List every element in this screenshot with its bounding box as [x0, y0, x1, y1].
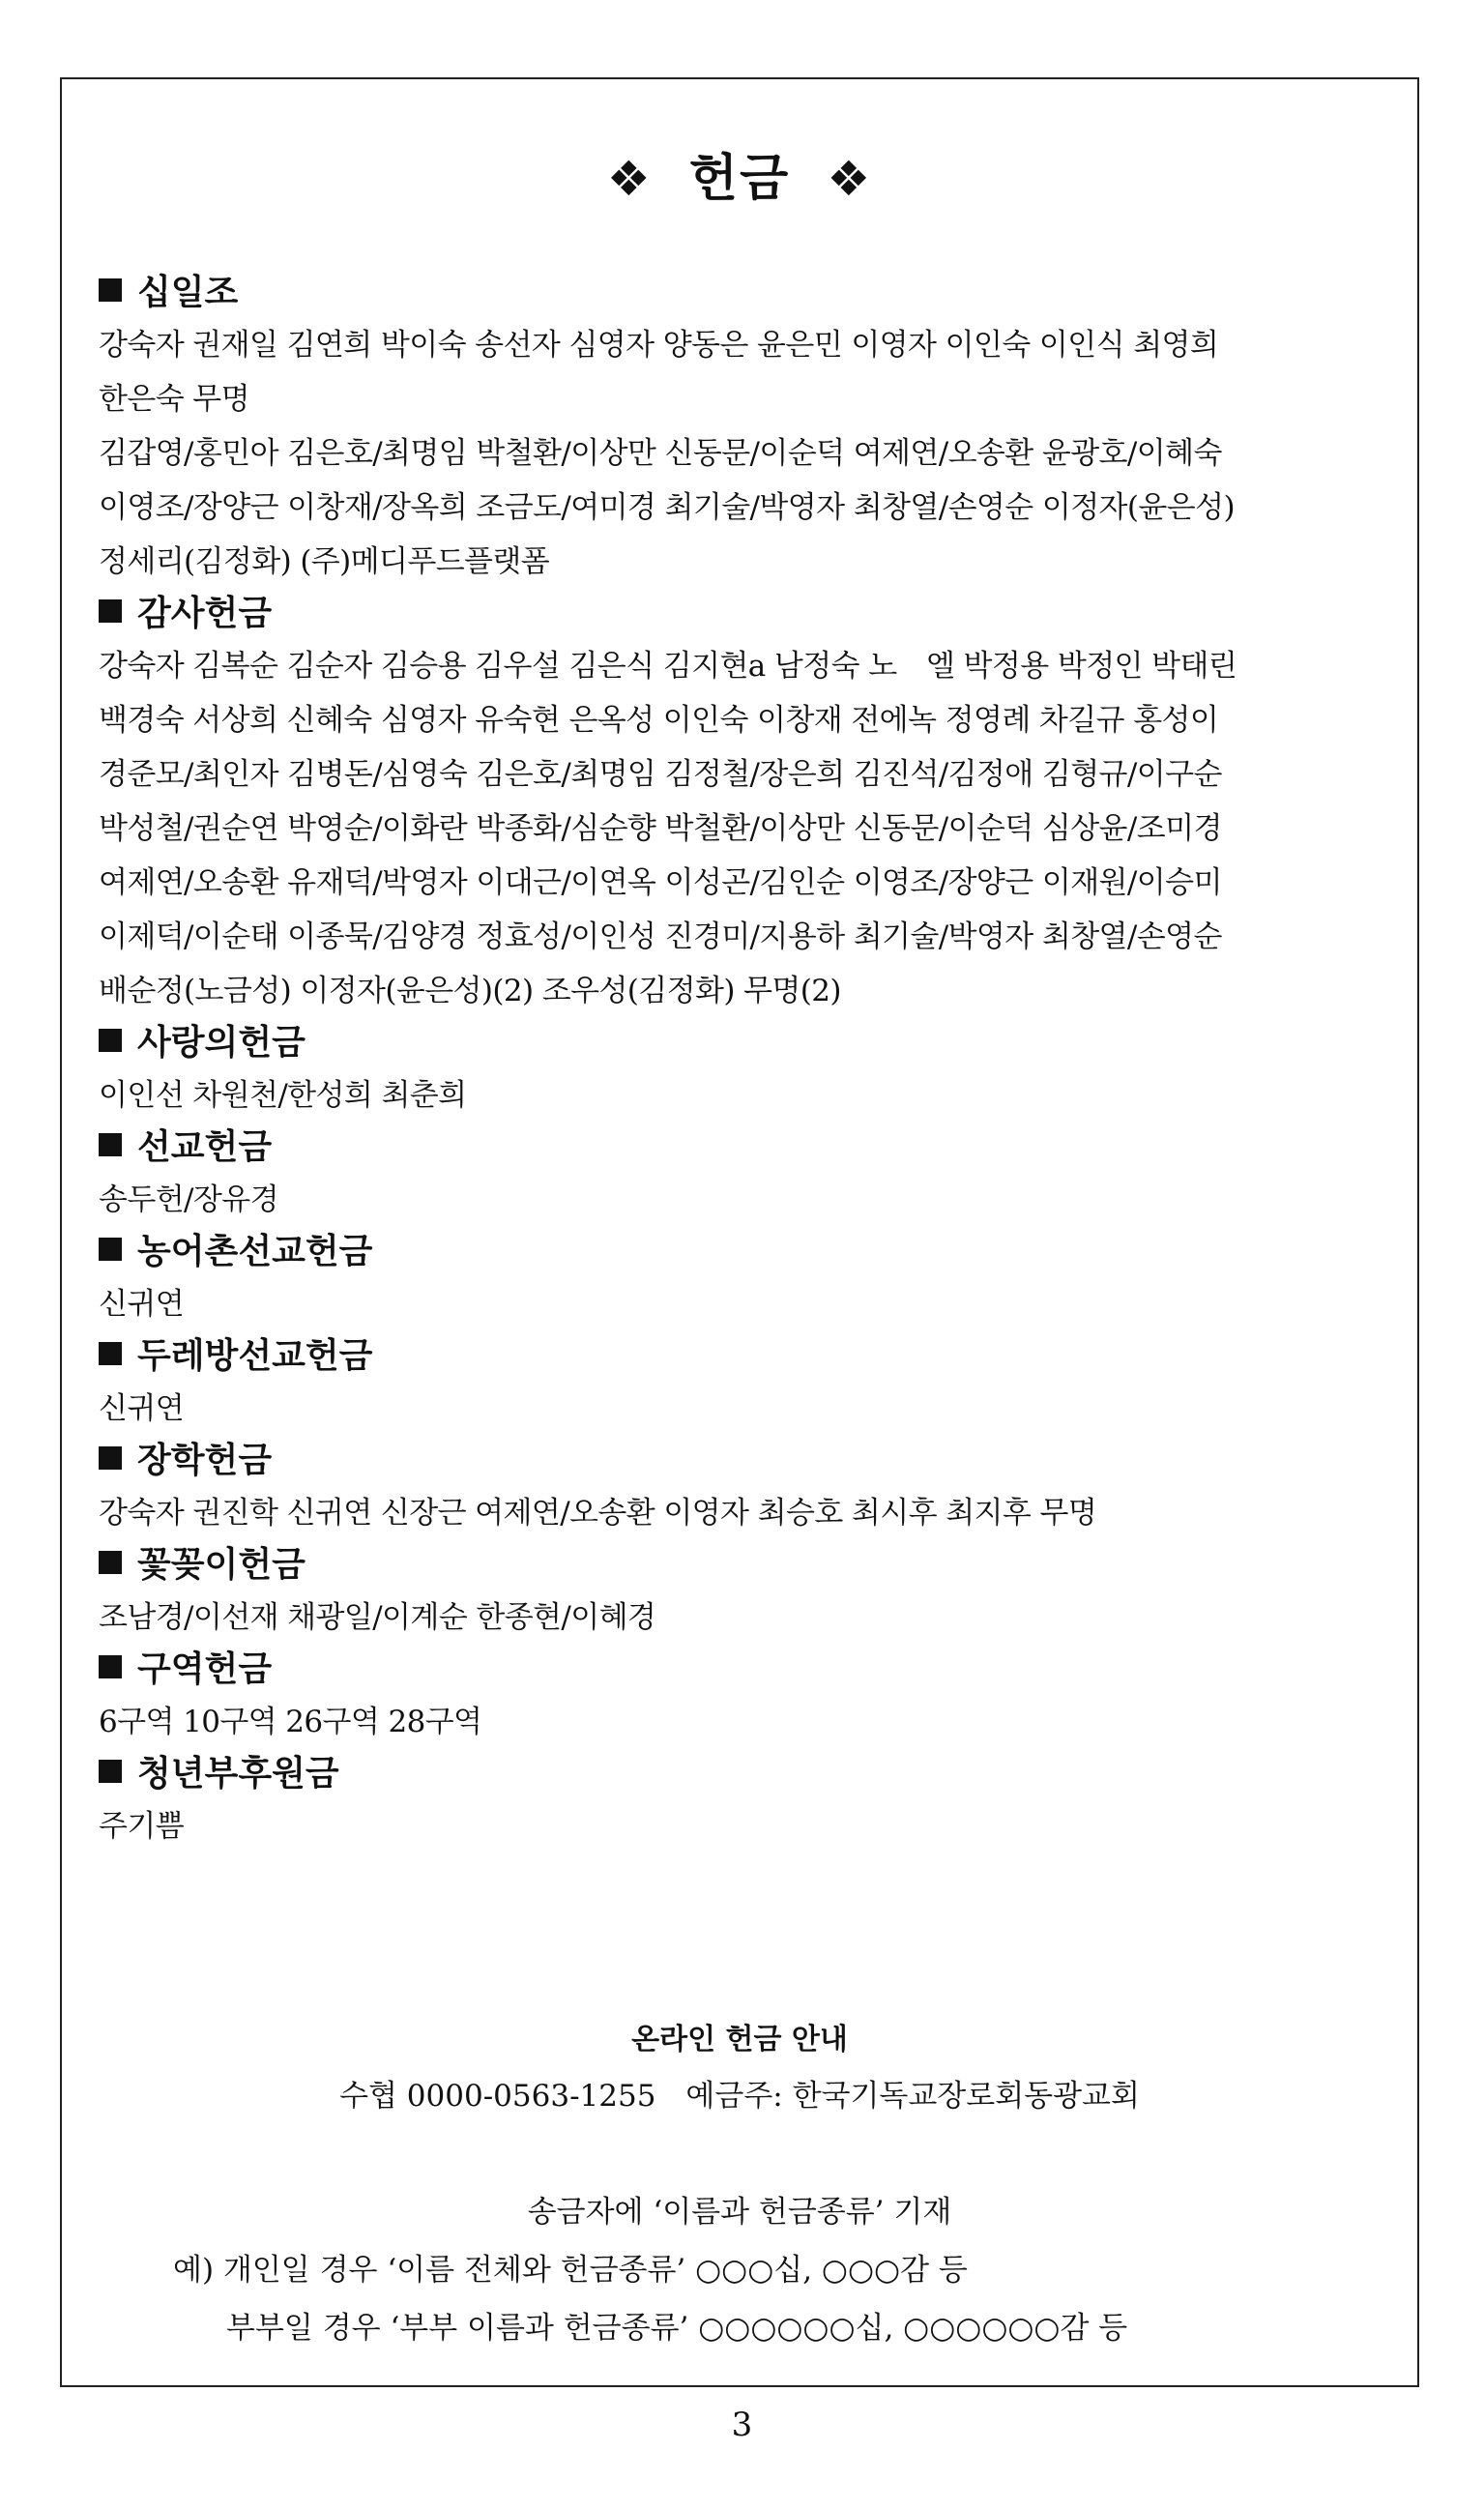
- donor-line: 정세리(김정화) (주)메디푸드플랫폼: [99, 544, 550, 579]
- section-heading-text: 선교헌금: [137, 1127, 273, 1167]
- black-square-icon: [99, 1029, 122, 1052]
- black-square-icon: [99, 1551, 122, 1574]
- donor-line: 이영조/장양근 이창재/장옥희 조금도/여미경 최기술/박영자 최창열/손영순 이정자(윤은성): [99, 490, 1235, 525]
- page-frame: [60, 77, 1419, 2387]
- donor-line: 송두헌/장유경: [99, 1182, 278, 1217]
- offering-section: [99, 1331, 1388, 1436]
- section-heading: [99, 1749, 1388, 1799]
- section-heading-text: 두레방선교헌금: [137, 1336, 373, 1376]
- offering-section: [99, 1645, 1388, 1749]
- donor-line: 주기쁨: [99, 1809, 185, 1844]
- example-individual: 예) 개인일 경우 ‘이름 전체와 헌금종류’ ○○○십, ○○○감 등: [173, 2253, 968, 2288]
- section-heading: [99, 1331, 1388, 1382]
- donor-line: 6구역 10구역 26구역 28구역: [99, 1705, 482, 1739]
- offering-section: [99, 1436, 1388, 1540]
- page-number: 3: [731, 2406, 753, 2444]
- donor-line: 박성철/권순연 박영순/이화란 박종화/심순향 박철환/이상만 신동문/이순덕 심상윤/조미경: [99, 811, 1222, 846]
- black-square-icon: [99, 599, 122, 623]
- section-heading-text: 청년부후원금: [137, 1754, 339, 1794]
- donor-line: 여제연/오송환 유재덕/박영자 이대근/이연옥 이성곤/김인순 이영조/장양근 이재원/이승미: [99, 865, 1222, 900]
- online-title: 온라인 헌금 안내: [631, 2023, 848, 2057]
- section-heading-text: 구역헌금: [137, 1649, 273, 1689]
- online-offering-info: [62, 2013, 1417, 2357]
- donor-line: 강숙자 권진학 신귀연 신장근 여제연/오송환 이영자 최승호 최시후 최지후 무명: [99, 1496, 1097, 1531]
- donor-line: 강숙자 권재일 김연희 박이숙 송선자 심영자 양동은 윤은민 이영자 이인숙 이인식 최영희: [99, 328, 1219, 363]
- black-square-icon: [99, 1342, 122, 1365]
- offering-section: [99, 1749, 1388, 1853]
- diamond-ornament-icon: ❖: [606, 151, 653, 207]
- offering-section: [99, 589, 1388, 1018]
- example-couple: 부부일 경우 ‘부부 이름과 헌금종류’ ○○○○○○십, ○○○○○○감 등: [226, 2311, 1128, 2346]
- offering-section: [99, 1540, 1388, 1645]
- section-heading-text: 사랑의헌금: [137, 1023, 306, 1063]
- section-heading-text: 장학헌금: [137, 1441, 273, 1480]
- donor-line: 이인선 차원천/한성희 최춘희: [99, 1078, 467, 1113]
- section-heading: [99, 1645, 1388, 1695]
- section-heading-text: 감사헌금: [137, 594, 273, 633]
- page-title: [62, 137, 1417, 210]
- section-heading: [99, 1123, 1388, 1173]
- section-heading-text: 농어촌선교헌금: [137, 1232, 373, 1271]
- section-heading: [99, 268, 1388, 318]
- page-title-text: 헌금: [688, 150, 791, 208]
- black-square-icon: [99, 1655, 122, 1678]
- donor-line: 경준모/최인자 김병돈/심영숙 김은호/최명임 김정철/장은희 김진석/김정애 김형규/이구순: [99, 757, 1222, 792]
- black-square-icon: [99, 278, 122, 302]
- donor-line: 신귀연: [99, 1391, 185, 1426]
- section-heading: [99, 1540, 1388, 1590]
- donor-line: 신귀연: [99, 1287, 185, 1322]
- offering-section: [99, 1123, 1388, 1227]
- black-square-icon: [99, 1238, 122, 1261]
- transfer-instruction: 송금자에 ‘이름과 헌금종류’ 기재: [527, 2195, 952, 2230]
- bank-account: 수협 0000-0563-1255 예금주: 한국기독교장로회동광교회: [339, 2079, 1140, 2114]
- donor-line: 백경숙 서상희 신혜숙 심영자 유숙현 은옥성 이인숙 이창재 전에녹 정영례 차길규 홍성이: [99, 703, 1219, 738]
- donor-line: 조남경/이선재 채광일/이계순 한종현/이혜경: [99, 1600, 656, 1635]
- offering-section: [99, 268, 1388, 589]
- donor-line: 김갑영/홍민아 김은호/최명임 박철환/이상만 신동문/이순덕 여제연/오송환 윤광호/이혜숙: [99, 436, 1222, 471]
- section-heading: [99, 589, 1388, 639]
- donor-line: 한은숙 무명: [99, 382, 249, 417]
- section-heading: [99, 1018, 1388, 1068]
- black-square-icon: [99, 1133, 122, 1156]
- section-heading: [99, 1227, 1388, 1277]
- donor-line: 강숙자 김복순 김순자 김승용 김우설 김은식 김지현a 남정숙 노 엘 박정용 박정인 박태린: [99, 649, 1237, 684]
- black-square-icon: [99, 1760, 122, 1783]
- offering-sections: [99, 268, 1388, 1853]
- section-heading-text: 꽃꽂이헌금: [137, 1545, 306, 1585]
- section-heading: [99, 1436, 1388, 1486]
- section-heading-text: 십일조: [137, 273, 239, 312]
- donor-line: 이제덕/이순태 이종묵/김양경 정효성/이인성 진경미/지용하 최기술/박영자 최창열/손영순: [99, 919, 1222, 954]
- diamond-ornament-icon: ❖: [827, 151, 873, 207]
- offering-section: [99, 1018, 1388, 1123]
- black-square-icon: [99, 1446, 122, 1470]
- offering-section: [99, 1227, 1388, 1331]
- donor-line: 배순정(노금성) 이정자(윤은성)(2) 조우성(김정화) 무명(2): [99, 974, 841, 1008]
